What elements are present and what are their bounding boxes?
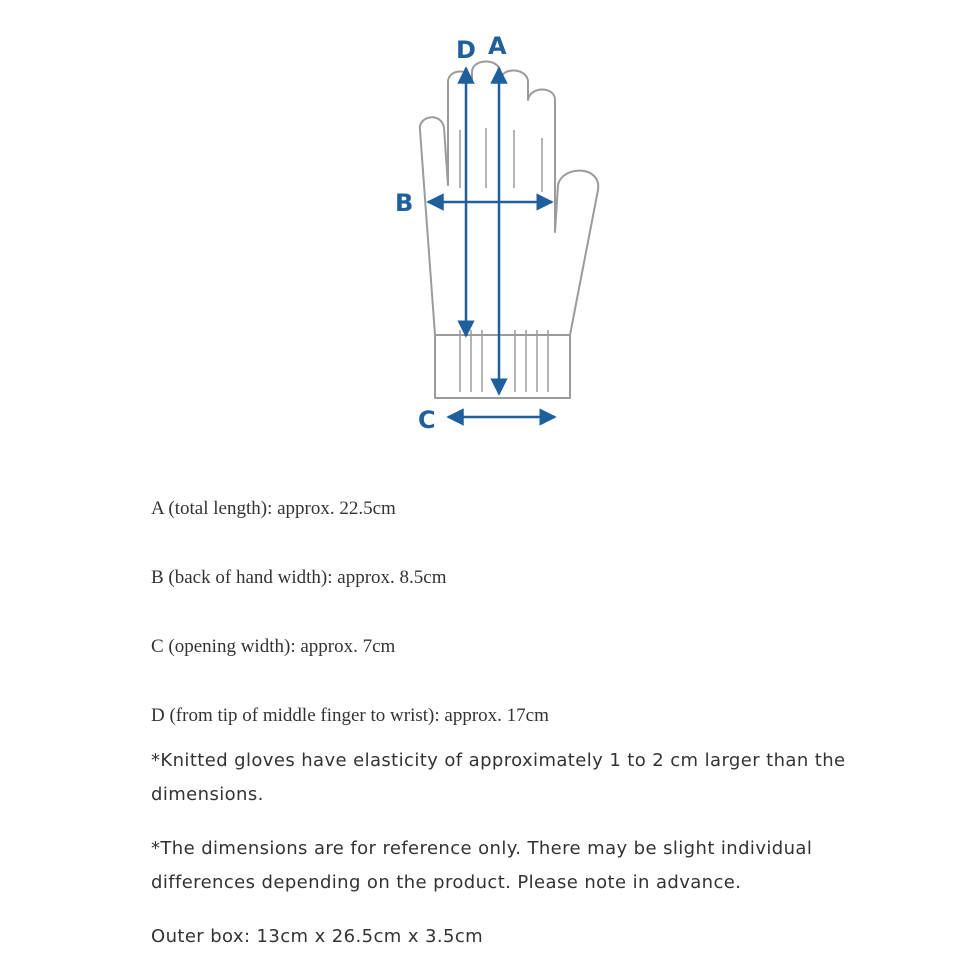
- glove-outline-icon: [420, 62, 598, 399]
- spec-finger-to-wrist: D (from tip of middle finger to wrist): approx. 17cm: [151, 705, 549, 726]
- label-b: B: [395, 189, 414, 217]
- spec-total-length: A (total length): approx. 22.5cm: [151, 498, 396, 519]
- note-elasticity: *Knitted gloves have elasticity of approximately 1 to 2 cm larger than the dimensions.: [151, 750, 846, 805]
- note-reference: *The dimensions are for reference only. There may be slight individual differences depending on the product. Please note in advance.: [151, 838, 813, 893]
- finger-seams: [460, 128, 542, 192]
- outer-box-dimensions: Outer box: 13cm x 26.5cm x 3.5cm: [151, 926, 484, 947]
- label-c: C: [418, 406, 436, 434]
- size-specifications: [151, 494, 911, 954]
- label-a: A: [488, 32, 507, 60]
- label-d: D: [456, 36, 476, 64]
- spec-opening-width: C (opening width): approx. 7cm: [151, 636, 396, 657]
- glove-size-diagram: [380, 20, 620, 440]
- spec-back-of-hand-width: B (back of hand width): approx. 8.5cm: [151, 567, 447, 588]
- cuff-ribbing: [460, 330, 548, 392]
